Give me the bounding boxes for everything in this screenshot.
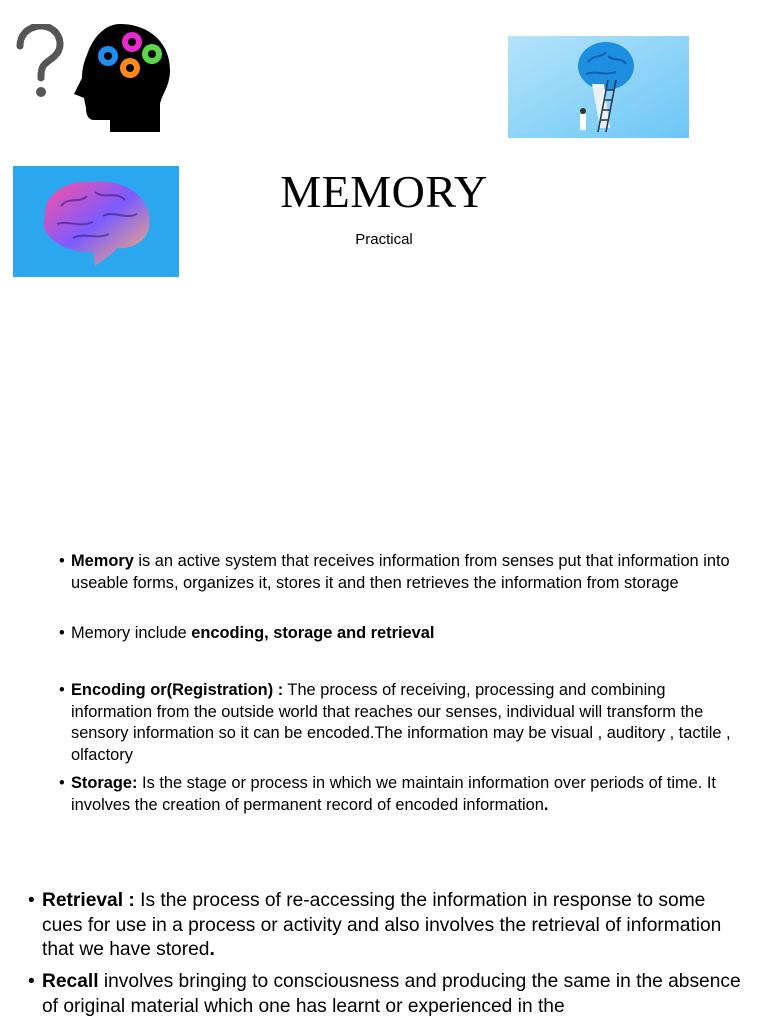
bullet-term: Recall — [42, 971, 99, 992]
bullet-text: Is the process of re-accessing the information in response to some cues for use in a process or activity and also involves the retrieval of information that we have stored — [42, 890, 722, 960]
bullet-text: The process of receiving, processing and combining information from the outside world that reaches our senses, individual will transform the sensory information so it can be encoded.The information may be visual , auditory , tactile , olfactory — [71, 681, 731, 764]
page-title: MEMORY — [280, 166, 488, 217]
bullet-text: involves bringing to consciousness and producing the same in the absence of original material which one has learnt or experienced in the — [42, 971, 741, 1017]
page-subtitle: Practical — [355, 231, 413, 248]
bullet-storage: • Storage: Is the stage or process in which we maintain information over periods of time. It involves the creation of permanent record of encoded information. — [59, 774, 716, 814]
brain-ladder-illustration — [508, 36, 689, 138]
question-mark-icon — [10, 24, 66, 102]
bullet-term: encoding, storage and retrieval — [191, 624, 435, 642]
bullet-lead: Memory include — [71, 624, 192, 642]
bullet-text: Is the stage or process in which we maintain information over periods of time. It involves the creation of permanent record of encoded information — [71, 774, 716, 814]
bullet-text: is an active system that receives information from senses put that information into useable forms, organizes it, stores it and then retrieves the information from storage — [71, 552, 730, 592]
head-with-gears-icon — [70, 22, 174, 134]
bullet-memory-definition: • Memory is an active system that receives information from senses put that information into useable forms, organizes it, stores it and then retrieves the information from storage — [59, 552, 730, 592]
bullet-recall: • Recall involves bringing to consciousness and producing the same in the absence of original material which one has learnt or experienced in the — [28, 971, 741, 1017]
bullet-term: Storage: — [71, 774, 138, 792]
bullet-term: Encoding or(Registration) : — [71, 681, 284, 699]
bullet-term: Retrieval : — [42, 890, 135, 911]
bullet-end: . — [209, 939, 215, 960]
bullet-memory-include: • Memory include encoding, storage and retrieval — [59, 624, 435, 642]
bullet-encoding: • Encoding or(Registration) : The process of receiving, processing and combining information from the outside world that reaches our senses, individual will transform the sensory information so it can be encoded.The information may be visual , auditory , tactile , olfactory — [59, 681, 731, 764]
bullet-term: Memory — [71, 552, 134, 570]
bullet-retrieval: • Retrieval : Is the process of re-accessing the information in response to some cues for use in a process or activity and also involves the retrieval of information that we have stored. — [28, 890, 722, 960]
bullet-end: . — [543, 795, 549, 814]
